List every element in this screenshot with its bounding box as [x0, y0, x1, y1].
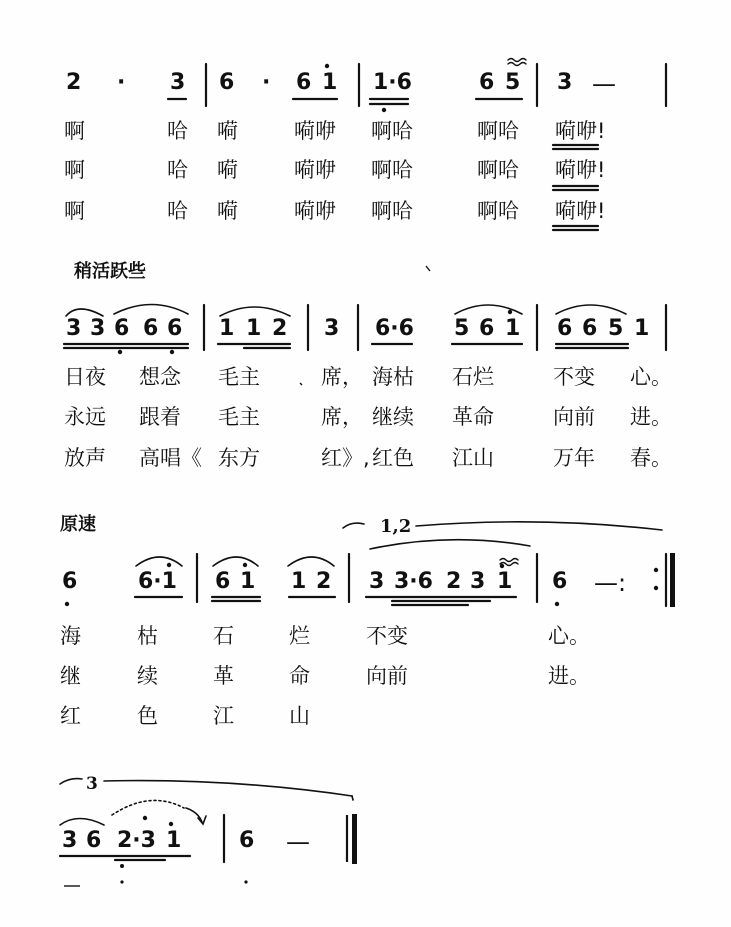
lyric: 石烂 [452, 365, 494, 389]
lyric: 啊 [64, 119, 85, 143]
lyric: 江 [213, 704, 234, 728]
lyric: 毛主 [218, 405, 260, 429]
lyric: 啊哈 [371, 119, 413, 143]
lyric: 日夜 [64, 365, 106, 389]
note: 1 [322, 70, 338, 95]
lyric: 万年 [553, 446, 595, 470]
note: 3 [170, 70, 186, 95]
note: 6 [86, 828, 102, 853]
note: 1 [219, 316, 235, 341]
lyric: 啊 [64, 199, 85, 223]
volta-label: 1,2 [380, 516, 412, 537]
note: 2 [66, 70, 82, 95]
lyric: 啊哈 [477, 119, 519, 143]
lyric: 东方 [218, 446, 260, 470]
note: 1·6 [373, 70, 412, 95]
lyric: 革 [213, 664, 234, 688]
lyric: 枯 [137, 624, 158, 648]
lyric: 命 [289, 664, 310, 688]
note: 2·3 [117, 828, 156, 853]
lyric: 嗬咿! [555, 199, 606, 223]
note: 6 [479, 70, 495, 95]
note: 3 [557, 70, 573, 95]
lyric: 嗬咿 [294, 158, 336, 182]
note: 6 [114, 316, 130, 341]
lyric: 想念 [139, 365, 181, 389]
note-dash: — [592, 70, 616, 98]
note: 1 [497, 569, 513, 594]
lyric: 心。 [548, 624, 590, 648]
note: 2 [272, 316, 288, 341]
note: 3 [90, 316, 106, 341]
lyric: 心。 [630, 365, 672, 389]
note: 3·6 [394, 569, 433, 594]
lyric: 石 [213, 624, 234, 648]
lyric: 继 [60, 664, 81, 688]
note: 6 [552, 569, 568, 594]
note: 6 [582, 316, 598, 341]
note: 6 [167, 316, 183, 341]
lyric: 向前 [366, 664, 408, 688]
lyric: 席， [321, 365, 363, 389]
note-dash: — [286, 828, 310, 856]
lyric: 山 [289, 704, 310, 728]
note-dash-repeat: —: [594, 569, 627, 597]
lyric: 嗬咿 [294, 199, 336, 223]
lyric: 毛主 [218, 365, 260, 389]
lyric: 江山 [452, 446, 494, 470]
lyric: 色 [137, 704, 158, 728]
lyric: 啊哈 [477, 199, 519, 223]
note: 6·6 [375, 316, 414, 341]
lyric: 哈 [167, 119, 188, 143]
note: 6 [296, 70, 312, 95]
lyric: 进。 [548, 664, 590, 688]
lyric: 哈 [167, 158, 188, 182]
note: 6 [239, 828, 255, 853]
lyric: 进。 [630, 405, 672, 429]
lyric: 啊哈 [371, 158, 413, 182]
volta-label: 3 [86, 774, 98, 794]
lyric: 席， [321, 405, 363, 429]
note: 3 [62, 828, 78, 853]
lyric: 续 [137, 664, 158, 688]
note: 6·1 [138, 569, 177, 594]
note-dot: · [262, 70, 271, 95]
note: 6 [143, 316, 159, 341]
note: 6 [62, 569, 78, 594]
lyric: 向前 [553, 405, 595, 429]
lyric: 嗬 [217, 199, 238, 223]
lyric: 红》, [321, 446, 370, 470]
note: 1 [505, 316, 521, 341]
lyric: 放声 [64, 446, 106, 470]
note: 6 [215, 569, 231, 594]
lyric: 革命 [452, 405, 494, 429]
note: 2 [446, 569, 462, 594]
note: 5 [608, 316, 624, 341]
lyric: 高唱《 [139, 446, 202, 470]
lyric: 啊 [64, 158, 85, 182]
lyric: 海枯 [372, 365, 414, 389]
tempo-marking: 稍活跃些 [74, 261, 146, 282]
note: 1 [291, 569, 307, 594]
note: 3 [66, 316, 82, 341]
lyric: 红色 [372, 446, 414, 470]
lyric: 嗬咿 [294, 119, 336, 143]
lyric: 嗬咿! [555, 158, 606, 182]
note: 2 [316, 569, 332, 594]
note: 1 [246, 316, 262, 341]
note: 6 [479, 316, 495, 341]
note: 3 [369, 569, 385, 594]
note: 5 [505, 70, 521, 95]
lyric: 海 [60, 624, 81, 648]
lyric: 继续 [372, 405, 414, 429]
lyric: 不变 [366, 624, 408, 648]
note: 1 [166, 828, 182, 853]
note: 3 [470, 569, 486, 594]
lyric: 嗬 [217, 158, 238, 182]
note: 3 [324, 316, 340, 341]
lyric: 哈 [167, 199, 188, 223]
lyric: 嗬咿! [555, 119, 606, 143]
lyric: 不变 [553, 365, 595, 389]
tempo-marking: 原速 [60, 514, 96, 535]
lyric: 啊哈 [371, 199, 413, 223]
lyric: 跟着 [139, 405, 181, 429]
note: 6 [557, 316, 573, 341]
lyric: 永远 [64, 405, 106, 429]
note: 6 [219, 70, 235, 95]
note: 1 [634, 316, 650, 341]
lyric: 啊哈 [477, 158, 519, 182]
lyric: 嗬 [217, 119, 238, 143]
note: 5 [454, 316, 470, 341]
lyric: 春。 [630, 446, 672, 470]
note-dot: · [117, 70, 126, 95]
lyric: 烂 [289, 624, 310, 648]
lyric: 红 [60, 704, 81, 728]
note: 1 [240, 569, 256, 594]
